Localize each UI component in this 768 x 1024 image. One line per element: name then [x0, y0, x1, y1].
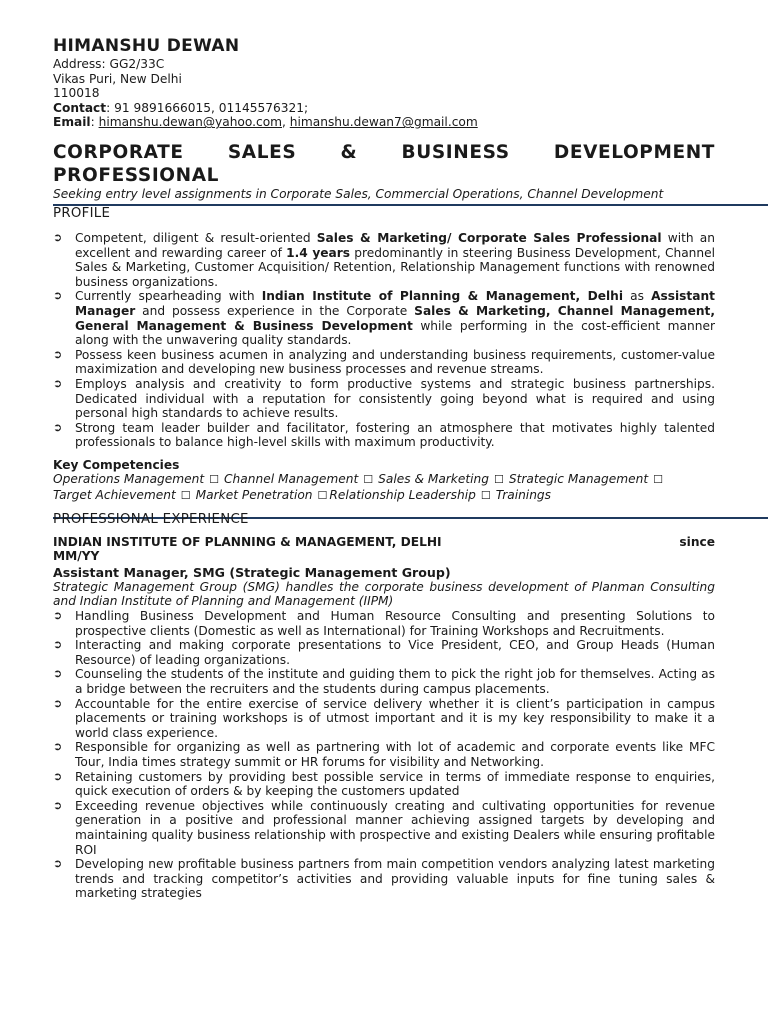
arrow-bullet-icon: ➲	[53, 798, 63, 812]
arrow-bullet-icon: ➲	[53, 376, 63, 390]
checkbox-icon: ☐	[317, 489, 328, 503]
profile-list	[53, 231, 715, 450]
arrow-bullet-icon: ➲	[53, 420, 63, 434]
experience-heading: PROFESSIONAL EXPERIENCE	[53, 511, 249, 527]
competencies-heading: Key Competencies	[53, 457, 180, 472]
arrow-bullet-icon: ➲	[53, 667, 63, 681]
email-link-yahoo[interactable]: himanshu.dewan@yahoo.com	[98, 115, 283, 130]
arrow-bullet-icon: ➲	[53, 609, 63, 623]
arrow-bullet-icon: ➲	[53, 769, 63, 783]
profile-heading: PROFILE	[53, 205, 111, 221]
resume-title: CORPORATE SALES & BUSINESS DEVELOPMENT PROFESSIONAL	[53, 141, 715, 186]
checkbox-icon: ☐	[363, 473, 374, 487]
email-link-gmail[interactable]: himanshu.dewan7@gmail.com	[289, 115, 478, 130]
contact-line	[53, 101, 715, 116]
experience-item: ➲ Handling Business Development and Human Resource Consulting and presenting Solutions to prospective clients (Domestic as well as International) for Training Workshops and Recruitments.	[53, 609, 715, 638]
email-line	[53, 115, 715, 130]
checkbox-icon: ☐	[494, 473, 504, 487]
experience-item: ➲ Exceeding revenue objectives while continuously creating and cultivating opportunities for revenue generation in a positive and professional manner achieving assigned targets by developing and maintaining quality business relationship with prospective and existing Dealers while ensuring profitable ROI	[53, 798, 715, 857]
contact-label: Contact	[53, 100, 107, 115]
resume-page	[53, 36, 715, 901]
address-line-3: 110018	[53, 86, 100, 101]
checkbox-icon: ☐	[180, 489, 191, 503]
employment-since: since	[679, 534, 715, 549]
job-role: Assistant Manager, SMG (Strategic Management Group)	[53, 564, 451, 580]
experience-item: ➲ Counseling the students of the institute and guiding them to pick the right job for themselves. Acting as a bridge between the recruiters and the students during campus placements.	[53, 667, 715, 696]
arrow-bullet-icon: ➲	[53, 696, 63, 710]
employer-name: INDIAN INSTITUTE OF PLANNING & MANAGEMENT, DELHI	[53, 534, 442, 549]
email-label: Email	[53, 115, 91, 130]
experience-item: ➲ Retaining customers by providing best possible service in terms of immediate response to enquiries, quick execution of orders & by keeping the customers updated	[53, 769, 715, 799]
address-label: Address:	[53, 57, 106, 71]
email-separator: :	[90, 115, 95, 130]
arrow-bullet-icon: ➲	[53, 857, 63, 871]
role-description: Strategic Management Group (SMG) handles the corporate business development of Planman Consulting and Indian Institute of Planning and Management (IIPM)	[53, 579, 715, 609]
profile-item: ➲ Strong team leader builder and facilitator, fostering an atmosphere that motivates highly talented professionals to balance high-level skills with maximum productivity.	[53, 420, 715, 450]
address-line-2: Vikas Puri, New Delhi	[53, 71, 182, 86]
arrow-bullet-icon: ➲	[53, 638, 63, 652]
address-line	[53, 57, 715, 72]
employment-date: MM/YY	[53, 549, 100, 564]
arrow-bullet-icon: ➲	[53, 347, 63, 361]
arrow-bullet-icon: ➲	[53, 289, 63, 303]
email-comma: ,	[282, 115, 286, 130]
experience-item: ➲ Developing new profitable business partners from main competition vendors analyzing latest marketing trends and tracking competitor’s activities and providing valuable inputs for fine tuning sales & marketing strategies	[53, 857, 715, 901]
checkbox-icon: ☐	[209, 473, 220, 487]
arrow-bullet-icon: ➲	[53, 740, 63, 754]
profile-item: ➲ Employs analysis and creativity to form productive systems and strategic business partnerships. Dedicated individual with a reputation for consistently going beyond what is required and using personal high standards to achieve results.	[53, 376, 715, 421]
competencies-list: Operations Management ☐ Channel Management ☐ Sales & Marketing ☐ Strategic Management ☐ Target Achievement ☐ Market Penetration ☐ Relationship Leadership ☐ Trainings	[53, 472, 664, 503]
address-value-1: GG2/33C	[109, 57, 165, 71]
experience-item: ➲ Interacting and making corporate presentations to Vice President, CEO, and Group Heads (Human Resource) of leading organizations.	[53, 638, 715, 667]
arrow-bullet-icon: ➲	[53, 230, 63, 244]
profile-item: ➲ Competent, diligent & result-oriented Sales & Marketing/ Corporate Sales Professional with an excellent and rewarding career of 1.4 years predominantly in steering Business Development, Channel Sales & Marketing, Customer Acquisition/ Retention, Relationship Management functions with renowned business organizations.	[53, 230, 715, 289]
checkbox-icon: ☐	[480, 489, 491, 503]
employer-row	[53, 535, 715, 550]
experience-item: ➲ Accountable for the entire exercise of service delivery whether it is client’s participation in campus placements or training workshops is of utmost important and it is my key responsibility to make it a world class experience.	[53, 696, 715, 740]
contact-value: : 91 9891666015, 01145576321;	[106, 100, 309, 115]
candidate-name: HIMANSHU DEWAN	[53, 36, 240, 56]
profile-item: ➲ Possess keen business acumen in analyzing and understanding business requirements, customer-value maximization and developing new business processes and revenue streams.	[53, 347, 715, 377]
experience-list	[53, 609, 715, 901]
checkbox-icon: ☐	[653, 473, 664, 487]
resume-tagline: Seeking entry level assignments in Corporate Sales, Commercial Operations, Channel Development	[53, 186, 664, 201]
experience-item: ➲ Responsible for organizing as well as partnering with lot of academic and corporate events like MFC Tour, India times strategy summit or HR forums for visibility and Networking.	[53, 740, 715, 769]
profile-item: ➲ Currently spearheading with Indian Institute of Planning & Management, Delhi as Assistant Manager and possess experience in the Corporate Sales & Marketing, Channel Management, General Management & Business Development while performing in the cost-efficient manner along with the unwavering quality standards.	[53, 289, 715, 348]
